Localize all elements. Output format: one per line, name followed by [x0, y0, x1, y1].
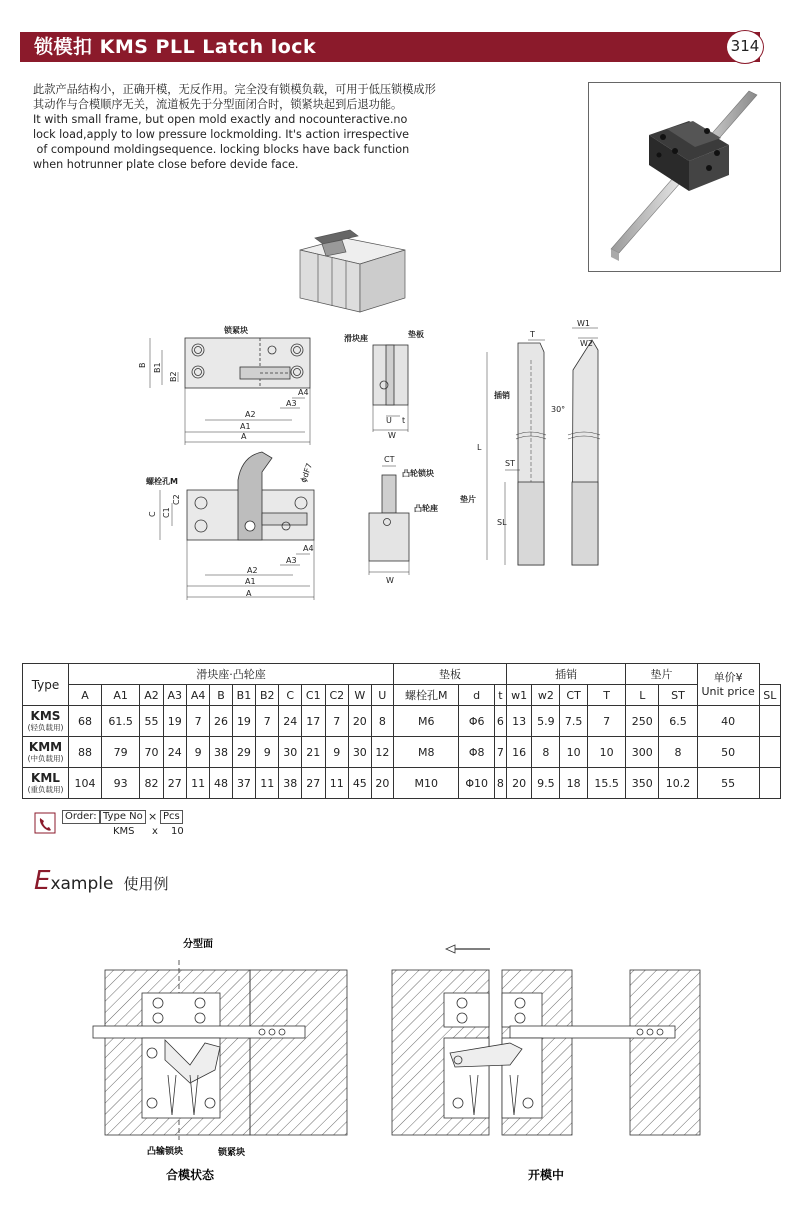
- dim-a1: A1: [240, 422, 251, 431]
- table-cell: 10: [588, 737, 626, 768]
- group-pin: 插销: [506, 664, 625, 685]
- dim-b2: B2: [169, 371, 178, 382]
- dim-b: B: [138, 362, 147, 368]
- example-type: KMS: [113, 826, 135, 837]
- spec-table: [22, 663, 781, 799]
- dim-w: W: [388, 431, 396, 440]
- column-header: 螺栓孔M: [394, 685, 459, 706]
- table-body: [23, 706, 781, 799]
- pin-front-view: [516, 343, 546, 565]
- table-row: [23, 737, 781, 768]
- table-cell: 104: [69, 768, 102, 799]
- example-diagram: [0, 925, 800, 1185]
- table-cell: 12: [371, 737, 394, 768]
- label-bolt-hole: 螺栓孔M: [146, 477, 178, 486]
- table-cell: 38: [279, 768, 302, 799]
- column-header: w2: [532, 685, 560, 706]
- column-header: L: [626, 685, 659, 706]
- table-cell: 7: [325, 706, 349, 737]
- dim-t-upper: T: [530, 330, 535, 339]
- column-header: CT: [560, 685, 588, 706]
- desc-line: when hotrunner plate close before devide face.: [33, 158, 299, 171]
- table-cell: 9: [186, 737, 209, 768]
- label-cam-seat: 凸轮座: [414, 504, 438, 513]
- price-cell: [759, 706, 780, 737]
- table-cell: 55: [697, 768, 759, 799]
- dim-w1: W1: [577, 319, 590, 328]
- label-pin: 插销: [494, 391, 510, 400]
- column-header: T: [588, 685, 626, 706]
- table-cell: Φ6: [459, 706, 495, 737]
- label-parting-face: 分型面: [183, 939, 213, 950]
- column-header: A2: [140, 685, 163, 706]
- dim-a: A: [241, 432, 247, 441]
- mold-isometric: [300, 230, 405, 312]
- example-initial: E: [34, 866, 51, 896]
- table-cell: 20: [349, 706, 372, 737]
- table-cell: 21: [301, 737, 325, 768]
- pcs-label: Pcs: [160, 810, 183, 824]
- table-cell: 40: [697, 706, 759, 737]
- column-header: SL: [759, 685, 780, 706]
- price-cell: [759, 737, 780, 768]
- table-cell: 55: [140, 706, 163, 737]
- table-cell: 27: [301, 768, 325, 799]
- table-cell: 9: [325, 737, 349, 768]
- price-header-en: Unit price: [701, 684, 755, 698]
- column-header: w1: [506, 685, 532, 706]
- group-pad: 垫板: [394, 664, 507, 685]
- type-cell: [23, 737, 69, 768]
- table-cell: 250: [626, 706, 659, 737]
- table-cell: 8: [532, 737, 560, 768]
- desc-line: It with small frame, but open mold exactly and nocounteractive.no: [33, 113, 408, 126]
- column-header: W: [349, 685, 372, 706]
- lock-block-plan-view: [185, 338, 310, 388]
- table-cell: 27: [163, 768, 186, 799]
- column-header: B2: [256, 685, 279, 706]
- column-header: B1: [232, 685, 255, 706]
- table-cell: 8: [494, 768, 506, 799]
- dim-a4: A4: [298, 388, 309, 397]
- type-name: KMM: [28, 740, 63, 754]
- table-cell: 5.9: [532, 706, 560, 737]
- table-cell: 8: [371, 706, 394, 737]
- dim-t: t: [402, 416, 406, 425]
- pin-side-view: [568, 340, 600, 565]
- table-cell: 26: [210, 706, 233, 737]
- table-cell: 68: [69, 706, 102, 737]
- table-cell: 7: [588, 706, 626, 737]
- table-cell: 350: [626, 768, 659, 799]
- table-cell: 10: [560, 737, 588, 768]
- dim-a2: A2: [245, 410, 256, 419]
- table-cell: 24: [279, 706, 302, 737]
- dim-c2: C2: [172, 494, 181, 505]
- column-header: A1: [102, 685, 140, 706]
- dim-a3-cam: A3: [286, 556, 297, 565]
- table-cell: 88: [69, 737, 102, 768]
- table-cell: 8: [659, 737, 697, 768]
- dim-a4-cam: A4: [303, 544, 314, 553]
- table-cell: Φ8: [459, 737, 495, 768]
- table-cell: 18: [560, 768, 588, 799]
- type-cell: [23, 768, 69, 799]
- table-cell: 11: [256, 768, 279, 799]
- table-cell: 19: [163, 706, 186, 737]
- example-x: x: [152, 826, 158, 837]
- table-cell: 17: [301, 706, 325, 737]
- table-cell: 6: [494, 706, 506, 737]
- type-no-label: Type No: [100, 810, 146, 824]
- table-cell: 11: [325, 768, 349, 799]
- type-subtitle: (轻负载用): [27, 723, 64, 732]
- type-header: Type: [23, 664, 69, 706]
- type-name: KML: [31, 771, 60, 785]
- label-closed-state: 合模状态: [166, 1168, 215, 1182]
- table-cell: 20: [371, 768, 394, 799]
- price-cell: [759, 768, 780, 799]
- closed-state-diagram: [93, 960, 347, 1140]
- column-header-row: [23, 685, 781, 706]
- table-cell: 37: [232, 768, 255, 799]
- column-header: B: [210, 685, 233, 706]
- label-opening: 开模中: [528, 1168, 565, 1182]
- type-subtitle: (中负载用): [27, 754, 64, 763]
- order-label: Order:: [62, 810, 100, 824]
- example-heading: [34, 866, 168, 896]
- dim-l: L: [477, 443, 482, 452]
- dim-a3: A3: [286, 399, 297, 408]
- table-cell: 29: [232, 737, 255, 768]
- table-cell: 30: [279, 737, 302, 768]
- table-cell: 16: [506, 737, 532, 768]
- table-cell: 9: [256, 737, 279, 768]
- column-header: A3: [163, 685, 186, 706]
- table-cell: 7: [256, 706, 279, 737]
- dim-ct: CT: [384, 455, 395, 464]
- label-slide-seat: 滑块座: [344, 334, 368, 343]
- technical-drawings: [0, 220, 800, 640]
- label-lock-block: 锁紧块: [224, 326, 248, 335]
- desc-line: 其动作与合模顺序无关，流道板先于分型面闭合时，锁紧块起到后退功能。: [33, 98, 403, 111]
- table-cell: 79: [102, 737, 140, 768]
- dim-w-cam: W: [386, 576, 394, 585]
- dim-a2-cam: A2: [247, 566, 258, 575]
- product-description: [33, 82, 553, 172]
- table-cell: 13: [506, 706, 532, 737]
- opening-state-diagram: [392, 945, 700, 1135]
- dim-b1: B1: [153, 362, 162, 373]
- group-slide-cam-seat: 滑块座·凸轮座: [69, 664, 394, 685]
- times-sign: ×: [148, 810, 158, 823]
- column-header: d: [459, 685, 495, 706]
- table-cell: 20: [506, 768, 532, 799]
- phone-icon: [34, 812, 56, 834]
- dim-st: ST: [505, 459, 515, 468]
- type-name: KMS: [30, 709, 61, 723]
- table-cell: M10: [394, 768, 459, 799]
- page-title: 锁模扣 KMS PLL Latch lock: [34, 36, 317, 58]
- price-header-cn: 单价¥: [713, 670, 743, 684]
- table-row: [23, 768, 781, 799]
- desc-line: lock load,apply to low pressure lockmolding. It's action irrespective: [33, 128, 410, 141]
- column-header: C: [279, 685, 302, 706]
- dim-u: U: [386, 416, 392, 425]
- table-cell: 82: [140, 768, 163, 799]
- column-header: C2: [325, 685, 349, 706]
- dim-c1: C1: [162, 507, 171, 518]
- table-cell: 6.5: [659, 706, 697, 737]
- table-cell: 7.5: [560, 706, 588, 737]
- dim-a-cam: A: [246, 589, 252, 598]
- table-cell: 93: [102, 768, 140, 799]
- example-rest: xample: [50, 874, 114, 894]
- table-cell: 50: [697, 737, 759, 768]
- column-header: ST: [659, 685, 697, 706]
- label-pad-plate: 垫板: [408, 330, 424, 339]
- dim-c: C: [148, 511, 157, 517]
- dim-sl: SL: [497, 518, 507, 527]
- table-cell: 45: [349, 768, 372, 799]
- column-header: t: [494, 685, 506, 706]
- table-cell: Φ10: [459, 768, 495, 799]
- page-number: 314: [726, 30, 764, 64]
- label-phi-d: ϕdF7: [298, 461, 315, 484]
- table-cell: 70: [140, 737, 163, 768]
- cam-assembly-view: [187, 452, 314, 540]
- desc-line: of compound moldingsequence. locking blocks have back function: [33, 143, 410, 156]
- type-subtitle: (重负载用): [27, 785, 64, 794]
- table-cell: 7: [186, 706, 209, 737]
- table-cell: 15.5: [588, 768, 626, 799]
- dim-w2: W2: [580, 339, 593, 348]
- column-header: A4: [186, 685, 209, 706]
- table-cell: 10.2: [659, 768, 697, 799]
- table-row: [23, 706, 781, 737]
- table-cell: M6: [394, 706, 459, 737]
- example-cn: 使用例: [123, 875, 169, 893]
- desc-line: 此款产品结构小，正确开模，无反作用。完全没有锁模负载，可用于低压锁模成形: [33, 83, 436, 96]
- label-shim: 垫片: [460, 495, 476, 504]
- table-cell: 9.5: [532, 768, 560, 799]
- table-cell: 30: [349, 737, 372, 768]
- dimension-drawing: [0, 220, 800, 640]
- column-header: C1: [301, 685, 325, 706]
- cam-lock-seat-view: [369, 466, 409, 575]
- dim-angle: 30°: [551, 405, 566, 414]
- table-cell: 19: [232, 706, 255, 737]
- column-header: A: [69, 685, 102, 706]
- price-header: [697, 664, 759, 706]
- table-cell: 24: [163, 737, 186, 768]
- label-cam-lock: 凸输锁块: [147, 1147, 184, 1157]
- table-cell: 11: [186, 768, 209, 799]
- table-cell: 300: [626, 737, 659, 768]
- example-qty: 10: [171, 826, 184, 837]
- table-cell: 61.5: [102, 706, 140, 737]
- column-header: U: [371, 685, 394, 706]
- label-lock-block-ex: 锁紧块: [218, 1148, 246, 1158]
- table-cell: M8: [394, 737, 459, 768]
- table-cell: 38: [210, 737, 233, 768]
- table-cell: 7: [494, 737, 506, 768]
- type-cell: [23, 706, 69, 737]
- table-cell: 48: [210, 768, 233, 799]
- dim-a1-cam: A1: [245, 577, 256, 586]
- group-shim: 垫片: [626, 664, 697, 685]
- label-cam-lock-block: 凸轮锁块: [402, 469, 434, 478]
